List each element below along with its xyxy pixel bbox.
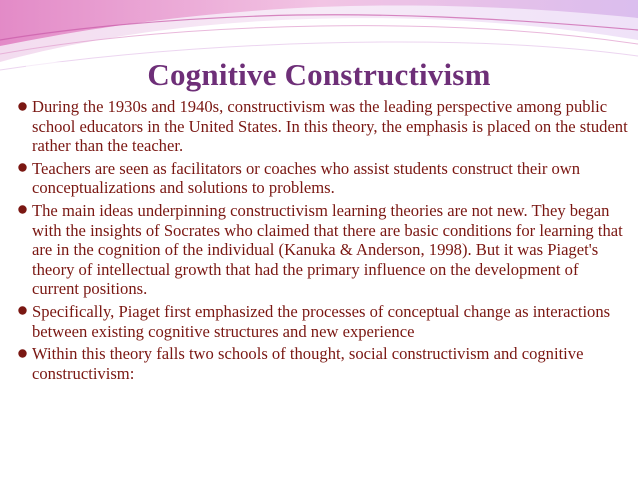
bullet-list [18,97,628,386]
bullet-dot-icon [18,306,27,315]
bullet-text: Within this theory falls two schools of thought, social constructivism and cognitive constructivism: [32,344,584,383]
bullet-item [18,159,628,198]
bullet-dot-icon [18,205,27,214]
bullet-item [18,344,628,383]
bullet-text: During the 1930s and 1940s, constructivism was the leading perspective among public school educators in the United States. In this theory, the emphasis is placed on the student rather than the teacher. [32,97,628,156]
bullet-text: Teachers are seen as facilitators or coaches who assist students construct their own conceptualizations and solutions to problems. [32,158,581,198]
bullet-dot-icon [18,349,27,358]
bullet-item [18,201,628,299]
bullet-item [18,97,628,156]
slide-title: Cognitive Constructivism [147,57,491,92]
bullet-text: The main ideas underpinning constructivism learning theories are not new. They began with the insights of Socrates who claimed that there are basic conditions for learning that are in the cognition of the individual (Kanuka & Anderson, 1998). But it was Piaget's theory of intellectual growth that had the primary influence on the development of current positions. [32,200,623,299]
bullet-dot-icon [18,102,27,111]
bullet-dot-icon [18,163,27,172]
bullet-text: Specifically, Piaget first emphasized the processes of conceptual change as interactions between existing cognitive structures and new experience [32,301,611,341]
bullet-item [18,302,628,341]
